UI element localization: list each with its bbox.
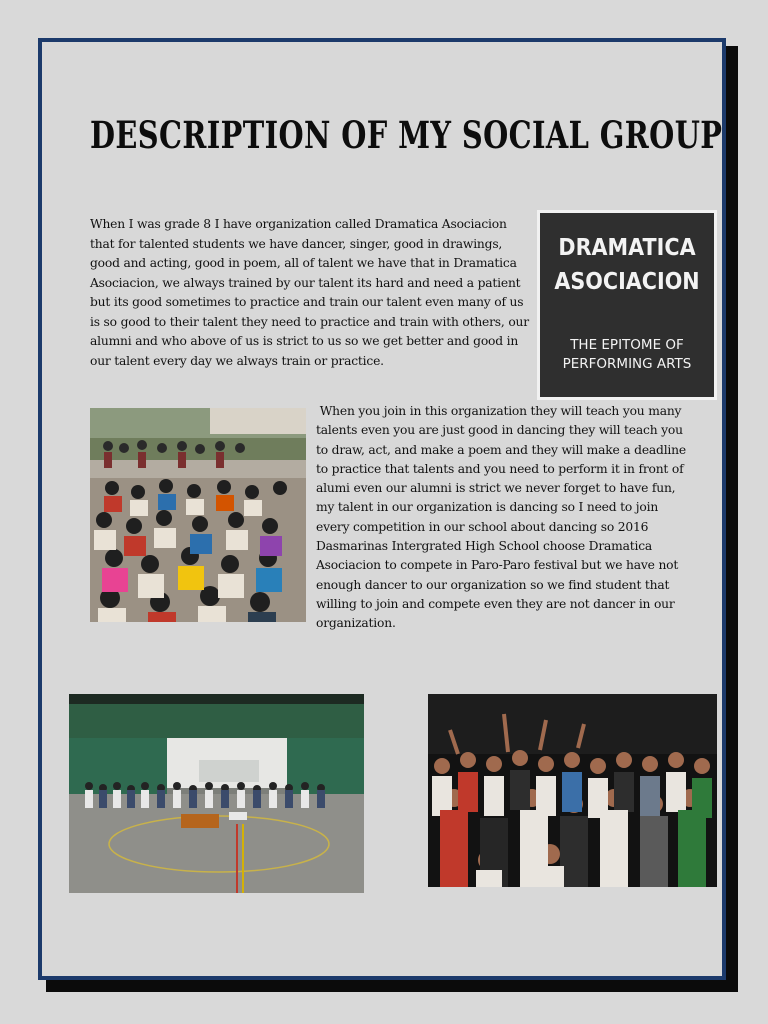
paragraph-intro: When I was grade 8 I have organization called Dramatica Asociacion that for talented students we have dancer, singer, good in drawings, good and acting, good in poem, all of talent we have that in Dramatica Asociacion, we always trained by our talent its hard and need a patient but its good sometimes to practice and train our talent even many of us is so good to their talent they need to practice and train with others, our alumni and who above of us is strict to us so we get better and good in our talent every day we always train or practice. [90, 217, 529, 368]
page-title: DESCRIPTION OF MY SOCIAL GROUP [90, 113, 723, 157]
students-sitting-photo [90, 408, 306, 622]
sign-line-2: ASOCIACION [554, 269, 700, 295]
sign-line-4: PERFORMING ARTS [562, 356, 692, 372]
dramatica-sign-photo [537, 210, 717, 400]
sign-line-3: THE EPITOME OF [570, 337, 684, 353]
night-group-photo [428, 694, 717, 887]
sign-line-1: DRAMATICA [558, 235, 696, 261]
paragraph-join-text: When you join in this organization they will teach you many talents even you are just good in dancing they will teach you to draw, act, and make a poem and they will make a deadline to practice that talents and you need to perform it in front of alumi even our alumni is strict we never forget to have fun, my talent in our organization is dancing so I need to join every competition in our school about dancing so 2016 Dasmarinas Intergrated High School choose Dramatica Asociacion to compete in Paro-Paro festival but we have not enough dancer to our organization so we find student that willing to join and compete even they are not dancer in our organization. [316, 404, 686, 631]
paragraph-join [90, 402, 690, 634]
gym-group-photo [69, 694, 364, 893]
